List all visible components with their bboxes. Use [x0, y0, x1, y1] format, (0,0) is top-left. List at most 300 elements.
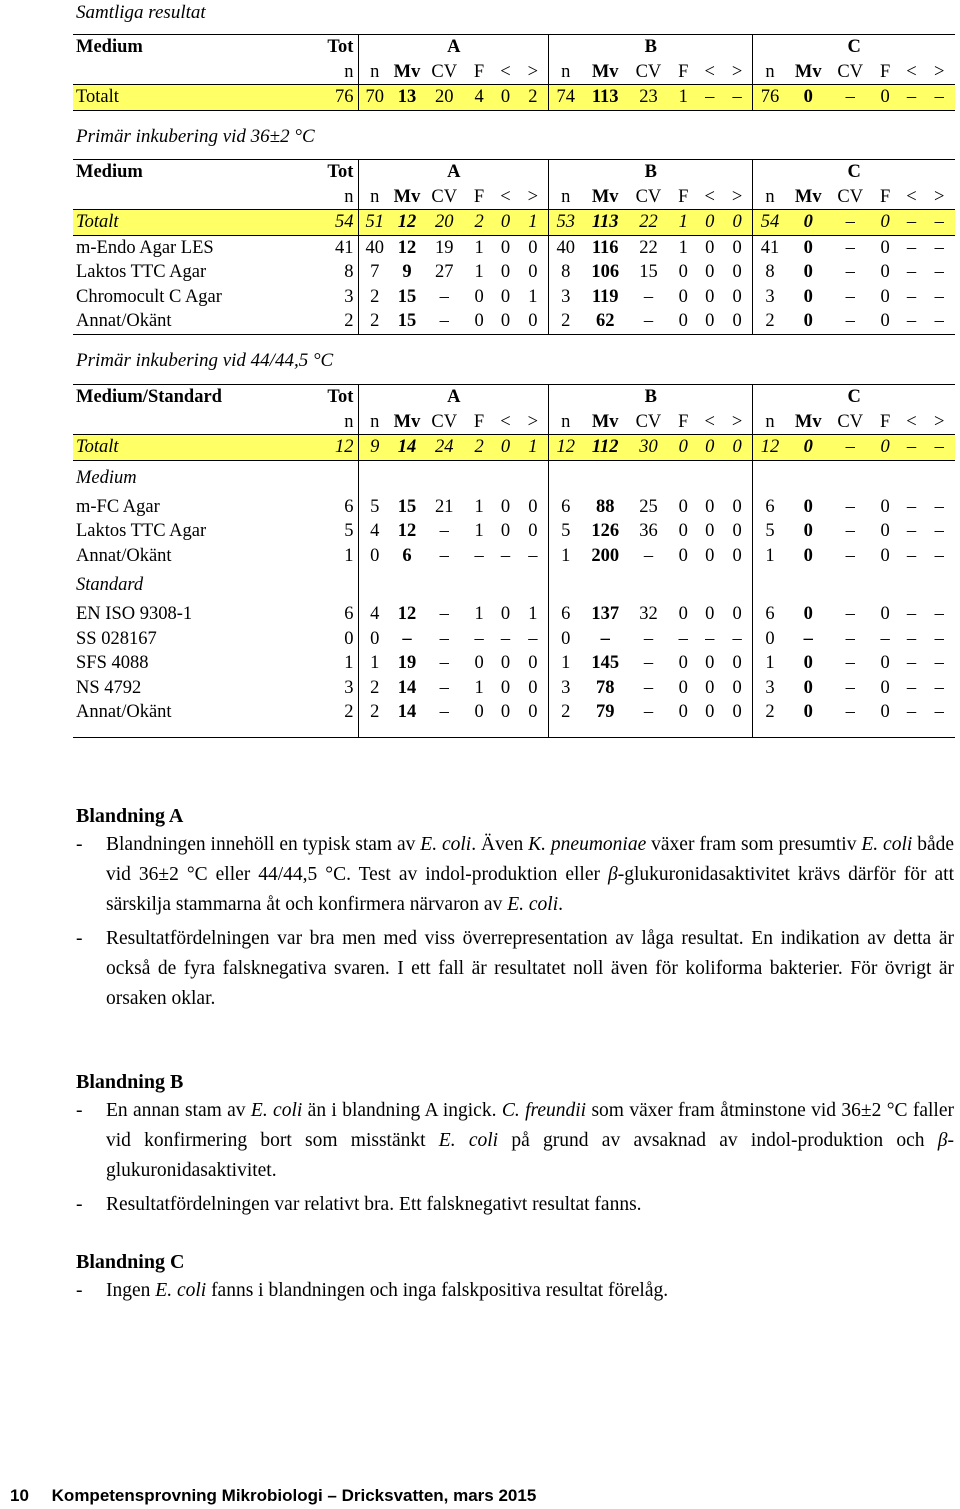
- subheader-b-cv: CV: [635, 186, 662, 207]
- cell-b-0: 2: [561, 702, 571, 722]
- subheader-c-cv: CV: [837, 61, 864, 82]
- cell-b-0: 8: [561, 262, 571, 282]
- spacer-cell: [582, 460, 628, 495]
- spacer-cell: [698, 568, 722, 602]
- spacer-cell: [871, 568, 900, 602]
- dash-bullet: -: [76, 928, 83, 949]
- subheader-b-mv: Mv: [591, 411, 619, 432]
- mix-a-text-2: Resultatfördelningen var bra men med viss överrepresentation av låga resultat. En indikation av detta är också de fyra falsknegativa svaren. I ett fall är resultatet noll även för koliforma bakterier. För övrigt är orsaken oklar.: [106, 928, 954, 1009]
- mix-c-heading: Blandning C: [76, 1251, 185, 1273]
- cell-a-1: 14: [397, 677, 417, 698]
- spacer-row: [73, 725, 955, 738]
- cell-c-4: –: [906, 677, 917, 698]
- cell-c-4: –: [906, 262, 917, 282]
- cell-a-0: 1: [370, 653, 380, 673]
- cell-c-1: 0: [803, 545, 813, 566]
- cell-a-4: 0: [500, 237, 511, 258]
- spacer-cell: [465, 725, 494, 738]
- cell-a-2: –: [439, 677, 449, 698]
- cell-a-5: 0: [518, 235, 549, 260]
- cell-c-0: 2: [765, 702, 775, 722]
- subheader-a-gt: >: [518, 410, 549, 435]
- table-row: [73, 210, 955, 236]
- subheader-b-lt: <: [704, 186, 715, 207]
- subheader-b-n: n: [561, 411, 571, 432]
- cell-c-4: –: [906, 545, 917, 566]
- cell-c-2: –: [845, 237, 855, 258]
- row-tot: 2: [299, 309, 359, 334]
- spacer-cell: [900, 725, 924, 738]
- spacer-tot: [299, 460, 359, 495]
- row-label: Laktos TTC Agar: [76, 521, 207, 541]
- table-row: [73, 309, 955, 334]
- subheader-a-gt: >: [518, 60, 549, 85]
- row-tot: 1: [299, 651, 359, 676]
- subheader-c-n: n: [765, 411, 775, 432]
- cell-b-0: 40: [556, 237, 576, 258]
- table-row: [73, 495, 955, 520]
- cell-a-5: 0: [518, 651, 549, 676]
- subheader-c-cv: CV: [837, 186, 864, 207]
- header-group-c: C: [753, 35, 955, 60]
- cell-a-1: 19: [397, 653, 417, 673]
- group-label: Standard: [76, 575, 144, 595]
- spacer-tot: [299, 725, 359, 738]
- cell-a-3: 0: [474, 653, 484, 673]
- row-tot: 3: [299, 285, 359, 310]
- subheader-b-n: n: [561, 186, 571, 207]
- cell-b-1: 106: [591, 262, 620, 282]
- spacer-cell: [424, 568, 465, 602]
- cell-c-5: –: [934, 677, 944, 698]
- cell-a-1: 12: [397, 604, 417, 624]
- spacer-cell: [722, 568, 753, 602]
- cell-a-2: 20: [424, 210, 465, 236]
- mix-a-text-1: Blandningen innehöll en typisk stam av E. coli. Även K. pneumoniae växer fram som presumtiv E. coli både vid 36±2 °C eller 44/44,5 °C. Test av indol-produktion eller β-glukuronidasaktivitet krävs därför för att särskilja stammarna åt och konfirmera närvaron av E. coli.: [106, 834, 955, 915]
- section-title-44c: Primär inkubering vid 44/44,5 °C: [76, 350, 334, 371]
- cell-c-1: 0: [787, 309, 830, 334]
- cell-a-0: 2: [359, 309, 390, 334]
- spacer-cell: [722, 725, 753, 738]
- header-label-blank: [73, 410, 299, 435]
- dash-bullet: -: [76, 1280, 83, 1301]
- cell-b-2: –: [643, 702, 654, 722]
- subheader-a-n: n: [370, 411, 380, 432]
- subheader-b-cv: CV: [635, 61, 662, 82]
- cell-b-2: 32: [639, 604, 658, 624]
- cell-c-0: 0: [765, 628, 775, 649]
- cell-c-5: –: [934, 545, 944, 566]
- cell-a-5: 1: [518, 435, 549, 461]
- cell-a-3: 1: [474, 262, 484, 282]
- cell-a-2: –: [439, 286, 449, 307]
- spacer-cell: [830, 460, 871, 495]
- mix-a-point-2: [76, 924, 954, 1014]
- cell-c-2: –: [830, 435, 871, 461]
- cell-c-3: 0: [871, 435, 900, 461]
- cell-a-0: 2: [370, 677, 380, 698]
- cell-c-5: –: [924, 435, 955, 461]
- cell-c-0: 12: [753, 435, 787, 461]
- cell-a-5: 1: [518, 285, 549, 310]
- cell-b-3: 0: [678, 677, 688, 698]
- subheader-c-mv: Mv: [794, 411, 822, 432]
- cell-b-0: 6: [561, 496, 571, 517]
- cell-a-4: –: [500, 628, 511, 649]
- header-label-blank: [73, 185, 299, 210]
- spacer-cell: [493, 568, 517, 602]
- row-label: NS 4792: [76, 677, 142, 698]
- mix-c-point-1: [76, 1276, 954, 1306]
- cell-a-3: 1: [474, 604, 484, 624]
- mix-a-point-1: [76, 830, 954, 920]
- section-title-36c: Primär inkubering vid 36±2 °C: [76, 126, 315, 147]
- spacer-cell: [924, 568, 955, 602]
- spacer-cell: [830, 568, 871, 602]
- cell-a-1: 12: [397, 237, 417, 258]
- row-tot: 8: [299, 260, 359, 285]
- header-n: n: [299, 185, 359, 210]
- cell-b-0: 3: [561, 286, 571, 307]
- cell-b-3: 0: [678, 653, 688, 673]
- cell-c-3: 0: [880, 521, 890, 541]
- cell-a-4: 0: [493, 85, 517, 111]
- row-tot: 6: [299, 602, 359, 627]
- cell-a-5: 0: [518, 519, 549, 544]
- cell-b-2: 30: [628, 435, 669, 461]
- cell-a-4: 0: [493, 435, 517, 461]
- header-row: [73, 160, 955, 185]
- cell-a-0: 0: [370, 628, 380, 649]
- cell-b-2: 36: [639, 521, 658, 541]
- subheader-c-f: F: [879, 186, 891, 207]
- subheader-b-n: n: [561, 61, 571, 82]
- table-row: [73, 285, 955, 310]
- cell-b-4: 0: [705, 262, 715, 282]
- cell-a-2: –: [439, 545, 449, 566]
- cell-c-1: 0: [803, 286, 813, 307]
- subheader-a-lt: <: [500, 411, 511, 432]
- spacer-cell: [900, 568, 924, 602]
- cell-c-2: –: [845, 702, 855, 722]
- cell-a-2: –: [439, 702, 449, 722]
- cell-c-3: 0: [880, 286, 890, 307]
- cell-c-4: –: [906, 496, 917, 517]
- header-label-blank: [73, 60, 299, 85]
- cell-b-1: 79: [595, 702, 615, 722]
- spacer-cell: [359, 568, 390, 602]
- header-n: n: [299, 60, 359, 85]
- header-medium: Medium: [73, 160, 299, 185]
- cell-c-3: 0: [880, 237, 890, 258]
- cell-c-1: 0: [803, 702, 813, 722]
- cell-b-3: 0: [678, 545, 688, 566]
- cell-a-1: –: [402, 628, 412, 649]
- cell-b-1: 137: [591, 604, 620, 624]
- subheader-a-n: n: [370, 61, 380, 82]
- cell-b-4: 0: [705, 545, 715, 566]
- cell-a-5: 0: [518, 700, 549, 725]
- row-label: Annat/Okänt: [76, 545, 172, 566]
- spacer-cell: [924, 460, 955, 495]
- spacer-cell: [871, 725, 900, 738]
- header-group-b: B: [549, 385, 753, 410]
- row-tot: 2: [299, 700, 359, 725]
- cell-b-0: 1: [561, 545, 571, 566]
- cell-a-5: 1: [518, 210, 549, 236]
- cell-c-4: –: [906, 702, 917, 722]
- subheader-c-gt: >: [934, 186, 945, 207]
- cell-a-2: –: [439, 521, 449, 541]
- cell-a-0: 4: [370, 604, 380, 624]
- header-group-c: C: [753, 385, 955, 410]
- row-tot: 76: [299, 85, 359, 111]
- cell-c-1: 0: [803, 677, 813, 698]
- cell-c-4: –: [906, 237, 917, 258]
- spacer-cell: [628, 568, 669, 602]
- row-label: Laktos TTC Agar: [76, 262, 207, 282]
- subheader-row: [73, 60, 955, 85]
- cell-a-3: 1: [474, 677, 484, 698]
- cell-b-5: –: [722, 627, 753, 652]
- subheader-a-mv: Mv: [393, 186, 421, 207]
- cell-c-4: –: [906, 653, 917, 673]
- cell-a-5: 0: [518, 676, 549, 701]
- row-tot: 0: [299, 627, 359, 652]
- subheader-b-gt: >: [722, 185, 753, 210]
- cell-b-5: 0: [722, 544, 753, 569]
- cell-b-1: 145: [591, 653, 620, 673]
- subheader-b-f: F: [678, 411, 689, 432]
- row-label: Totalt: [73, 210, 299, 236]
- cell-c-0: 6: [765, 496, 775, 517]
- cell-c-4: –: [900, 85, 924, 111]
- header-tot: Tot: [299, 35, 359, 60]
- cell-a-3: 4: [465, 85, 494, 111]
- header-group-c: C: [753, 160, 955, 185]
- cell-a-2: –: [439, 653, 449, 673]
- cell-a-4: 0: [500, 653, 511, 673]
- row-label: SFS 4088: [76, 653, 149, 673]
- page-footer: [10, 1486, 536, 1506]
- spacer-cell: [698, 725, 722, 738]
- cell-a-3: 1: [474, 496, 484, 517]
- cell-b-0: 5: [561, 521, 571, 541]
- header-group-b: B: [549, 160, 753, 185]
- subheader-c-gt: >: [934, 61, 945, 82]
- row-label: Annat/Okänt: [73, 309, 299, 334]
- cell-a-1: 12: [397, 521, 417, 541]
- cell-c-1: 0: [787, 85, 830, 111]
- cell-b-5: 0: [722, 651, 753, 676]
- subheader-c-gt: >: [934, 411, 945, 432]
- cell-b-3: –: [678, 628, 688, 649]
- spacer-cell: [493, 460, 517, 495]
- subheader-b-f: F: [678, 61, 689, 82]
- subheader-b-gt: >: [722, 410, 753, 435]
- spacer-cell: [549, 460, 583, 495]
- cell-a-5: 0: [518, 495, 549, 520]
- row-label: SS 028167: [76, 628, 157, 649]
- mix-b-section: [76, 1068, 954, 1220]
- subheader-c-lt: <: [906, 61, 917, 82]
- spacer-cell: [359, 725, 390, 738]
- row-tot: 12: [299, 435, 359, 461]
- spacer-cell: [518, 460, 549, 495]
- cell-b-2: –: [628, 309, 669, 334]
- cell-b-1: 113: [582, 85, 628, 111]
- cell-c-2: –: [845, 604, 855, 624]
- group-label: Medium: [76, 467, 137, 488]
- spacer-cell: [582, 725, 628, 738]
- cell-b-4: 0: [705, 653, 715, 673]
- cell-c-0: 76: [753, 85, 787, 111]
- cell-c-0: 1: [765, 545, 775, 566]
- cell-a-2: 27: [434, 262, 454, 282]
- cell-b-3: 0: [678, 496, 688, 517]
- cell-c-0: 2: [753, 309, 787, 334]
- cell-c-0: 54: [753, 210, 787, 236]
- cell-c-1: 0: [803, 604, 813, 624]
- cell-b-3: 0: [678, 286, 688, 307]
- row-tot: 41: [299, 235, 359, 260]
- cell-a-2: 19: [434, 237, 454, 258]
- cell-c-3: 0: [880, 653, 890, 673]
- cell-a-3: 1: [474, 237, 484, 258]
- spacer-cell: [669, 460, 698, 495]
- subheader-b-f: F: [678, 186, 689, 207]
- spacer-cell: [900, 460, 924, 495]
- cell-b-0: 74: [549, 85, 583, 111]
- spacer-cell: [787, 568, 830, 602]
- cell-a-4: 0: [500, 286, 511, 307]
- cell-c-5: –: [934, 628, 944, 649]
- cell-c-3: –: [880, 628, 890, 649]
- cell-c-5: –: [924, 210, 955, 236]
- results-table-all: [73, 34, 955, 111]
- cell-b-3: 0: [678, 604, 688, 624]
- table-row: [73, 519, 955, 544]
- cell-b-1: 200: [591, 545, 620, 566]
- row-tot: 54: [299, 210, 359, 236]
- spacer-cell: [669, 568, 698, 602]
- cell-a-1: 6: [402, 545, 412, 566]
- cell-a-1: 14: [390, 435, 424, 461]
- table-row: [73, 676, 955, 701]
- cell-c-1: 0: [803, 237, 813, 258]
- cell-c-5: –: [934, 604, 944, 624]
- cell-a-3: 1: [474, 521, 484, 541]
- cell-b-5: –: [722, 85, 753, 111]
- cell-c-4: –: [900, 435, 924, 461]
- cell-c-0: 8: [765, 262, 775, 282]
- spacer-cell: [628, 725, 669, 738]
- cell-c-1: 0: [803, 653, 813, 673]
- cell-c-1: 0: [787, 435, 830, 461]
- subheader-a-mv: Mv: [393, 61, 421, 82]
- cell-b-5: 0: [722, 285, 753, 310]
- header-medium: Medium: [73, 35, 299, 60]
- cell-a-0: 0: [370, 545, 380, 566]
- cell-c-2: –: [845, 653, 855, 673]
- cell-b-2: –: [643, 628, 654, 649]
- cell-b-0: 53: [549, 210, 583, 236]
- spacer-tot: [299, 568, 359, 602]
- cell-b-1: 116: [591, 237, 619, 258]
- cell-b-4: 0: [705, 237, 715, 258]
- spacer: [73, 725, 299, 738]
- spacer-cell: [582, 568, 628, 602]
- subheader-a-f: F: [473, 186, 485, 207]
- cell-c-1: 0: [803, 521, 813, 541]
- cell-c-5: –: [934, 262, 944, 282]
- spacer-cell: [359, 460, 390, 495]
- spacer-cell: [753, 460, 787, 495]
- cell-a-2: 20: [424, 85, 465, 111]
- cell-c-4: –: [906, 628, 917, 649]
- cell-a-4: 0: [500, 262, 511, 282]
- cell-a-5: 2: [518, 85, 549, 111]
- spacer-cell: [871, 460, 900, 495]
- cell-b-5: 0: [722, 519, 753, 544]
- spacer-cell: [628, 460, 669, 495]
- cell-c-2: –: [830, 85, 871, 111]
- header-group-a: A: [359, 385, 549, 410]
- cell-c-5: –: [924, 85, 955, 111]
- spacer-cell: [830, 725, 871, 738]
- subheader-b-mv: Mv: [591, 186, 619, 207]
- cell-a-0: 4: [370, 521, 380, 541]
- cell-b-4: 0: [705, 286, 715, 307]
- table-row: [73, 260, 955, 285]
- cell-b-5: 0: [722, 235, 753, 260]
- row-label: Totalt: [73, 435, 299, 461]
- cell-a-4: 0: [500, 521, 511, 541]
- cell-c-4: –: [900, 210, 924, 236]
- cell-b-4: 0: [705, 496, 715, 517]
- cell-c-5: –: [934, 286, 944, 307]
- cell-a-5: –: [518, 544, 549, 569]
- subheader-c-f: F: [879, 411, 891, 432]
- cell-b-2: 23: [628, 85, 669, 111]
- cell-a-2: –: [439, 628, 449, 649]
- cell-c-3: 0: [871, 309, 900, 334]
- cell-a-4: 0: [500, 496, 511, 517]
- spacer-cell: [722, 460, 753, 495]
- cell-c-2: –: [845, 262, 855, 282]
- cell-a-1: 14: [397, 702, 417, 722]
- spacer-cell: [924, 725, 955, 738]
- cell-c-0: 41: [760, 237, 780, 258]
- subheader-c-mv: Mv: [794, 186, 822, 207]
- spacer-cell: [424, 725, 465, 738]
- cell-c-0: 3: [765, 677, 775, 698]
- cell-b-1: 62: [582, 309, 628, 334]
- cell-b-4: 0: [705, 604, 715, 624]
- mix-c-text-1: Ingen E. coli fanns i blandningen och inga falskpositiva resultat förelåg.: [106, 1280, 669, 1301]
- subheader-b-lt: <: [704, 61, 715, 82]
- cell-b-0: 12: [549, 435, 583, 461]
- row-tot: 5: [299, 519, 359, 544]
- cell-b-5: 0: [722, 309, 753, 334]
- cell-a-4: 0: [500, 604, 511, 624]
- cell-b-2: 25: [639, 496, 658, 517]
- row-label: m-FC Agar: [76, 496, 160, 517]
- cell-a-1: 15: [397, 286, 417, 307]
- subheader-c-mv: Mv: [794, 61, 822, 82]
- cell-a-4: 0: [493, 210, 517, 236]
- row-label: Annat/Okänt: [76, 702, 172, 722]
